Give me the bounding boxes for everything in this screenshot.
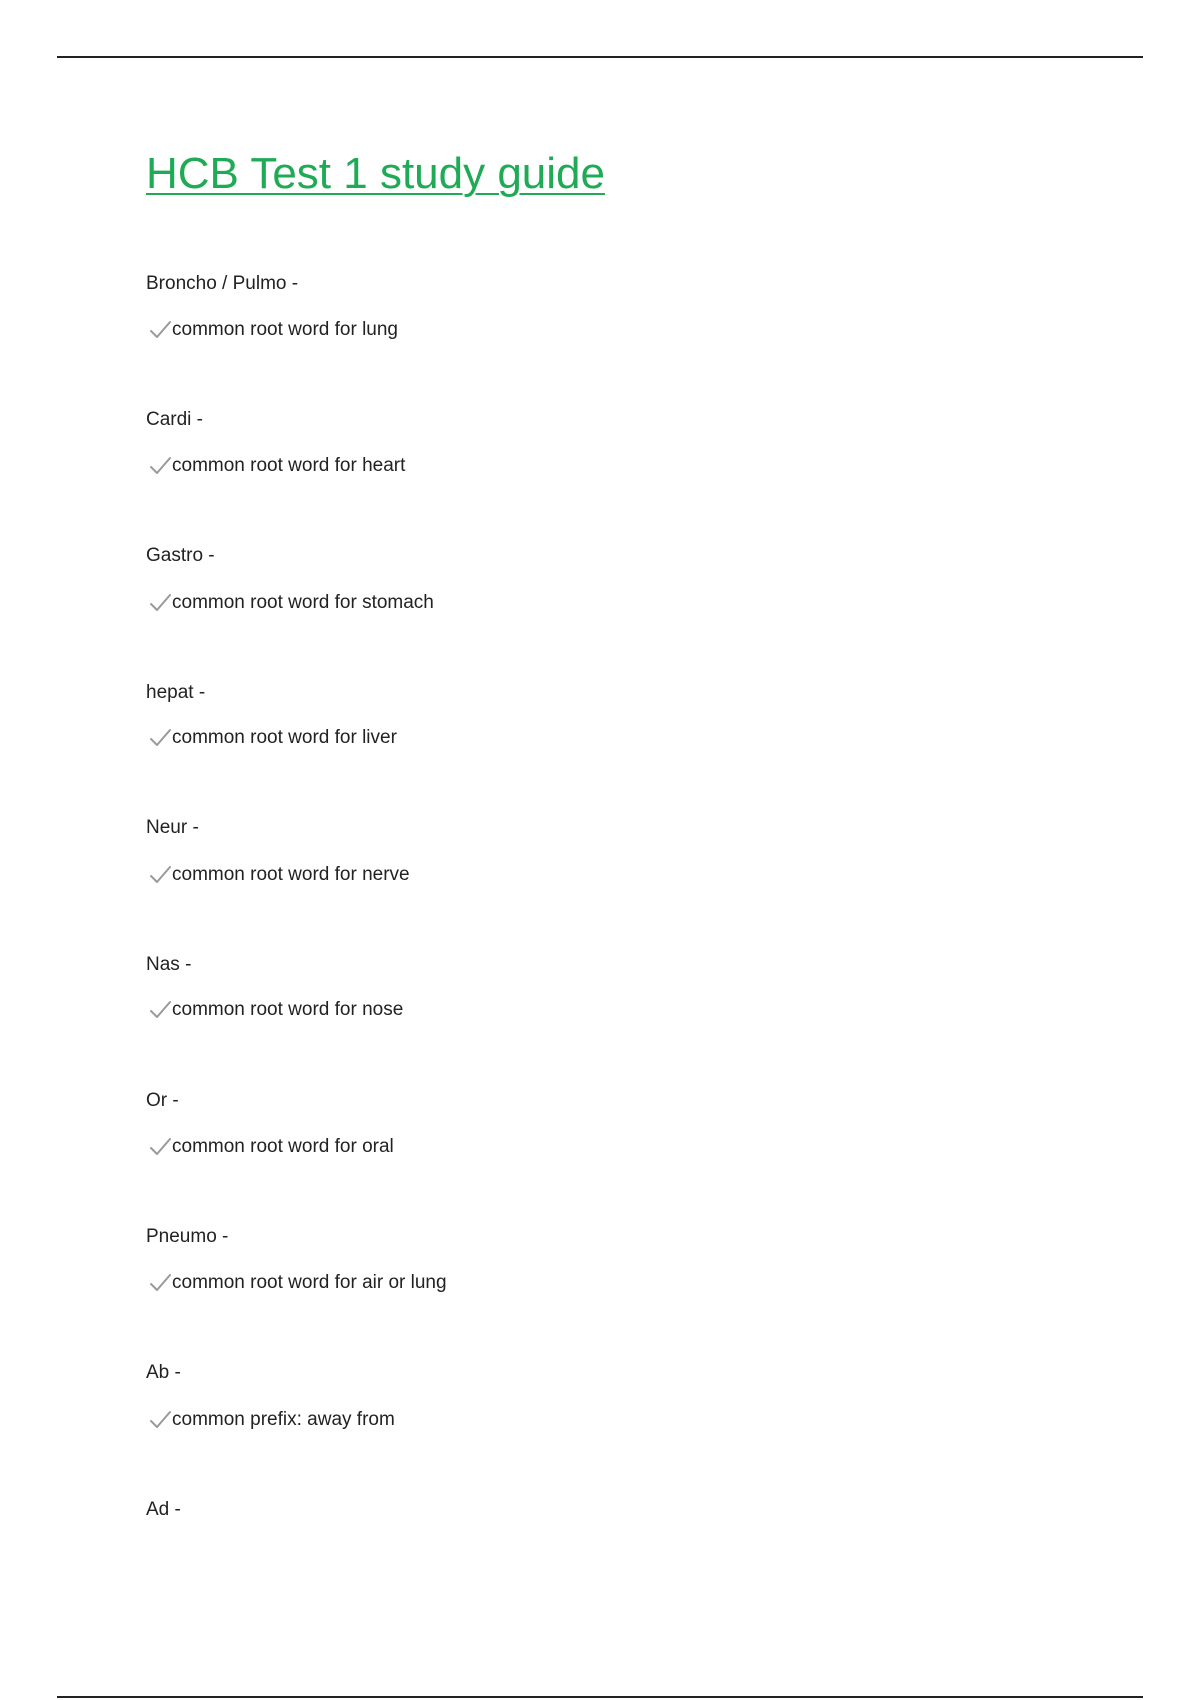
check-icon [148, 1136, 172, 1158]
answer-line [148, 1135, 394, 1159]
check-icon [148, 1272, 172, 1294]
top-divider [57, 56, 1143, 58]
answer-text: common root word for heart [172, 455, 406, 476]
answer-line [148, 591, 434, 615]
check-icon [148, 319, 172, 341]
answer-line [148, 318, 398, 342]
answer-text: common root word for air or lung [172, 1272, 447, 1293]
answer-line [148, 863, 410, 887]
term-label: hepat - [146, 682, 206, 703]
check-icon [148, 455, 172, 477]
check-icon [148, 864, 172, 886]
answer-text: common root word for stomach [172, 592, 434, 613]
term-label: Ab - [146, 1362, 181, 1383]
term-label: Cardi - [146, 409, 204, 430]
answer-text: common root word for nose [172, 999, 404, 1020]
term-label: Broncho / Pulmo - [146, 273, 299, 294]
term-label: Gastro - [146, 545, 215, 566]
term-label: Ad - [146, 1499, 181, 1520]
check-icon [148, 1409, 172, 1431]
answer-line [148, 726, 397, 750]
answer-line [148, 1408, 395, 1432]
answer-text: common root word for liver [172, 727, 397, 748]
answer-text: common prefix: away from [172, 1409, 395, 1430]
answer-line [148, 1271, 447, 1295]
answer-text: common root word for oral [172, 1136, 394, 1157]
bottom-divider [57, 1696, 1143, 1698]
check-icon [148, 592, 172, 614]
term-label: Pneumo - [146, 1226, 229, 1247]
page-title: HCB Test 1 study guide [146, 149, 605, 198]
answer-text: common root word for nerve [172, 864, 410, 885]
term-label: Neur - [146, 817, 199, 838]
answer-line [148, 998, 403, 1022]
check-icon [148, 999, 172, 1021]
term-label: Or - [146, 1090, 179, 1111]
answer-text: common root word for lung [172, 319, 398, 340]
check-icon [148, 727, 172, 749]
answer-line [148, 454, 405, 478]
term-label: Nas - [146, 954, 192, 975]
